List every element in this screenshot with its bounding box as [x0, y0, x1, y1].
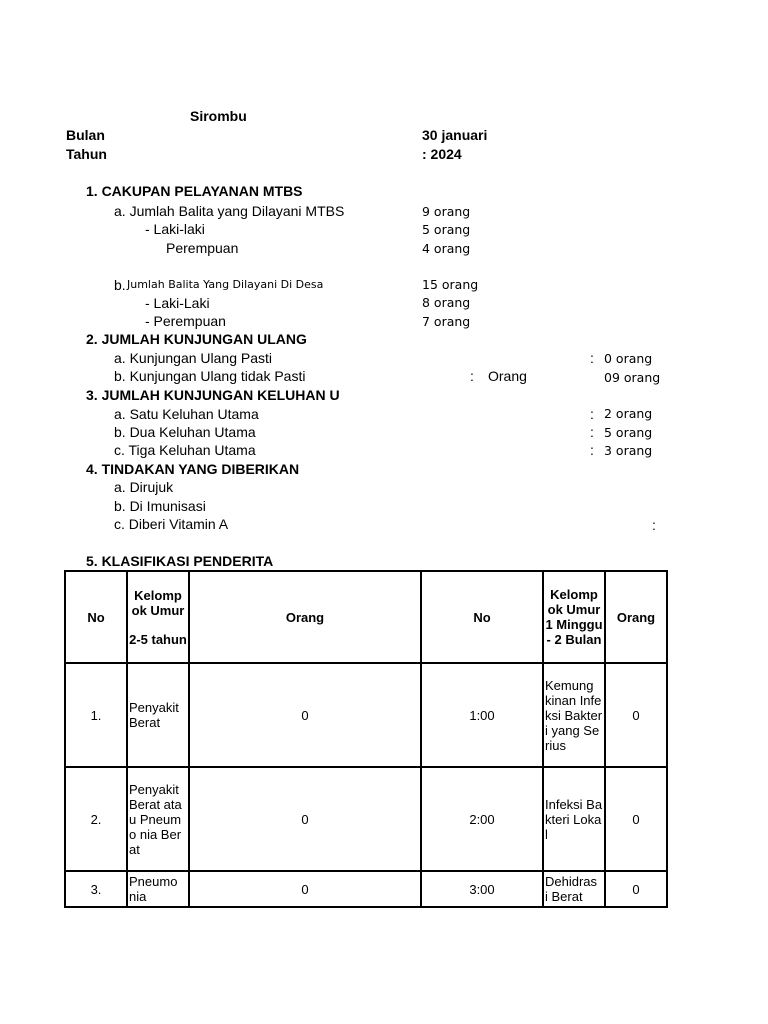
row-penyakit: Pneumo nia — [127, 871, 189, 907]
s4-c-colon: : — [652, 517, 656, 533]
row-orang2: 0 — [605, 871, 667, 907]
s2-a-label: a. Kunjungan Ulang Pasti — [114, 350, 272, 366]
row-orang2: 0 — [605, 767, 667, 871]
s3-c-value: 3 orang — [604, 443, 653, 458]
bulan-value: 30 januari — [422, 127, 488, 143]
s2-b-colon: : — [470, 368, 474, 384]
s2-b-mid: Orang — [488, 368, 527, 384]
table-row — [65, 871, 667, 907]
row-no: 1. — [65, 663, 127, 767]
s1-a-perempuan-label: Perempuan — [166, 240, 239, 256]
s1-a-value: 9 orang — [422, 204, 471, 219]
header-kelompok2: Kelomp ok Umur 1 Minggu- 2 Bulan — [543, 571, 605, 663]
tahun-value: : 2024 — [422, 146, 462, 162]
s1-a-perempuan-value: 4 orang — [422, 241, 471, 256]
row-no2: 1:00 — [421, 663, 543, 767]
row-penyakit: Penyakit Berat — [127, 663, 189, 767]
header-orang1: Orang — [189, 571, 421, 663]
s3-c-colon: : — [590, 442, 594, 458]
s3-b-label: b. Dua Keluhan Utama — [114, 424, 256, 440]
s2-b-value: 09 orang — [604, 370, 661, 385]
header-kelompok1-label: Kelomp ok Umur — [131, 587, 185, 618]
section2-title: 2. JUMLAH KUNJUNGAN ULANG — [86, 331, 307, 347]
s1-b-laki-label: - Laki-Laki — [145, 295, 210, 311]
s3-a-value: 2 orang — [604, 406, 653, 421]
row-no: 2. — [65, 767, 127, 871]
section1-title: 1. CAKUPAN PELAYANAN MTBS — [86, 183, 303, 199]
row-no: 3. — [65, 871, 127, 907]
s1-b-laki-value: 8 orang — [422, 295, 471, 310]
s3-c-label: c. Tiga Keluhan Utama — [114, 442, 256, 458]
row-klasifikasi: Infeksi Bakteri Lokal — [543, 767, 605, 871]
s3-a-label: a. Satu Keluhan Utama — [114, 406, 259, 422]
section5-title: 5. KLASIFIKASI PENDERITA — [86, 553, 274, 569]
s1-a-laki-label: - Laki-laki — [145, 221, 205, 237]
s1-a-laki-value: 5 orang — [422, 222, 471, 237]
s1-b-perempuan-label: - Perempuan — [145, 313, 226, 329]
s1-b-label: Jumlah Balita Yang Dilayani Di Desa — [127, 278, 324, 291]
row-orang: 0 — [189, 663, 421, 767]
table-header-row — [65, 571, 667, 663]
s1-b-prefix: b. — [114, 277, 126, 293]
place-title: Sirombu — [190, 108, 247, 124]
s1-a-label: a. Jumlah Balita yang Dilayani MTBS — [114, 203, 345, 219]
s3-a-colon: : — [590, 406, 594, 422]
s2-a-colon: : — [590, 350, 594, 366]
row-no2: 2:00 — [421, 767, 543, 871]
tahun-label: Tahun — [66, 146, 107, 162]
row-orang: 0 — [189, 871, 421, 907]
s2-b-label: b. Kunjungan Ulang tidak Pasti — [114, 368, 306, 384]
header-kelompok1 — [127, 571, 189, 663]
section4-title: 4. TINDAKAN YANG DIBERIKAN — [86, 461, 300, 477]
row-orang: 0 — [189, 767, 421, 871]
s4-b-label: b. Di Imunisasi — [114, 498, 206, 514]
table-row — [65, 767, 667, 871]
s3-b-colon: : — [590, 424, 594, 440]
header-no1: No — [65, 571, 127, 663]
header-no2: No — [421, 571, 543, 663]
klasifikasi-table — [64, 570, 668, 908]
s1-b-value: 15 orang — [422, 277, 479, 292]
s4-a-label: a. Dirujuk — [114, 479, 174, 495]
header-kelompok1-sub: 2-5 tahun — [129, 631, 187, 647]
header-orang2: Orang — [605, 571, 667, 663]
section3-title: 3. JUMLAH KUNJUNGAN KELUHAN U — [86, 387, 340, 403]
s3-b-value: 5 orang — [604, 425, 653, 440]
row-no2: 3:00 — [421, 871, 543, 907]
row-klasifikasi: Kemung kinan Infeksi Bakteri yang Serius — [543, 663, 605, 767]
s1-b-perempuan-value: 7 orang — [422, 314, 471, 329]
bulan-label: Bulan — [66, 127, 105, 143]
row-penyakit: Penyakit Berat atau Pneumo nia Berat — [127, 767, 189, 871]
row-orang2: 0 — [605, 663, 667, 767]
row-klasifikasi: Dehidras i Berat — [543, 871, 605, 907]
s2-a-value: 0 orang — [604, 351, 653, 366]
table-row — [65, 663, 667, 767]
s4-c-label: c. Diberi Vitamin A — [114, 516, 229, 532]
